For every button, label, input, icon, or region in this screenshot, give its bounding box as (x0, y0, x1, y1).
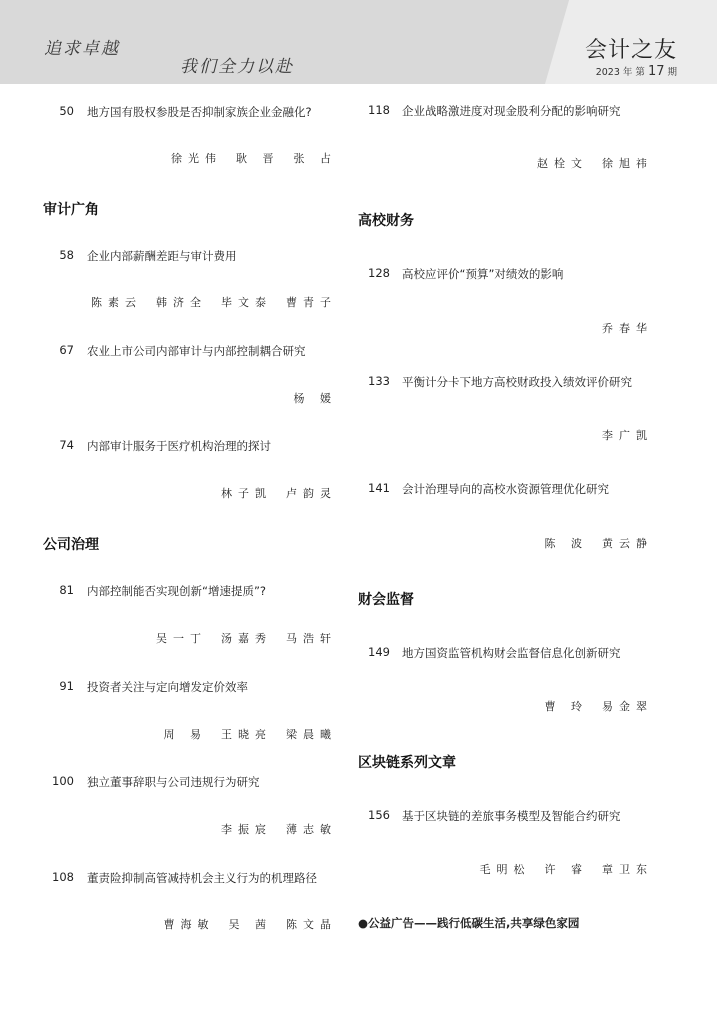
toc-article-title[interactable]: 基于区块链的差旅事务模型及智能合约研究 (402, 809, 621, 823)
toc-authors: 曹海敏 吴 茜 陈文晶 (163, 918, 337, 931)
toc-authors: 李振宸 薄志敏 (221, 823, 337, 836)
toc-page-number: 91 (59, 679, 74, 693)
toc-page-number: 141 (368, 481, 390, 495)
toc-page-number: 100 (52, 774, 74, 788)
toc-authors: 徐光伟 耿 晋 张 占 (171, 152, 337, 165)
toc-article-title[interactable]: 地方国有股权参股是否抑制家族企业金融化? (87, 105, 312, 119)
toc-page-number: 81 (59, 583, 74, 597)
toc-page-number: 128 (368, 266, 390, 280)
toc-authors: 曹 玲 易金翠 (544, 700, 653, 713)
toc-authors: 林子凯 卢韵灵 (221, 487, 337, 500)
toc-article-title[interactable]: 董责险抑制高管减持机会主义行为的机理路径 (87, 871, 317, 885)
toc-authors: 吴一丁 汤嘉秀 马浩轩 (156, 632, 337, 645)
toc-page-number: 149 (368, 645, 390, 659)
toc-page-number: 50 (59, 104, 74, 118)
toc-article-title[interactable]: 高校应评价“预算”对绩效的影响 (402, 267, 564, 281)
section-heading: 审计广角 (43, 202, 99, 218)
toc-page-number: 133 (368, 374, 390, 388)
toc-page-number: 74 (59, 438, 74, 452)
toc-article-title[interactable]: 地方国资监管机构财会监督信息化创新研究 (402, 646, 621, 660)
toc-page-number: 156 (368, 808, 390, 822)
toc-page-number: 58 (59, 248, 74, 262)
toc-article-title[interactable]: 平衡计分卡下地方高校财政投入绩效评价研究 (402, 375, 632, 389)
toc-authors: 陈 波 黄云静 (544, 537, 653, 550)
slogan-line-1: 追求卓越 (44, 39, 120, 59)
section-heading: 高校财务 (358, 213, 414, 229)
toc-article-title[interactable]: 独立董事辞职与公司违规行为研究 (87, 775, 260, 789)
slogan-line-2: 我们全力以赴 (180, 57, 294, 77)
toc-authors: 乔春华 (602, 322, 653, 335)
toc-article-title[interactable]: 企业内部薪酬差距与审计费用 (87, 249, 237, 263)
issue-label: 2023 年 第 17 期 (595, 64, 677, 79)
toc-authors: 杨 媛 (293, 392, 337, 405)
toc-article-title[interactable]: 投资者关注与定向增发定价效率 (87, 680, 248, 694)
toc-article-title[interactable]: 会计治理导向的高校水资源管理优化研究 (402, 482, 609, 496)
toc-authors: 李广凯 (602, 429, 653, 442)
toc-page-number: 118 (368, 103, 390, 117)
toc-page-number: 67 (59, 343, 74, 357)
journal-title: 会计之友 (584, 38, 677, 63)
toc-authors: 赵栓文 徐旭祎 (537, 157, 653, 170)
toc-authors: 毛明松 许 睿 章卫东 (479, 863, 653, 876)
public-service-ad: ●公益广告——践行低碳生活,共享绿色家园 (358, 916, 580, 930)
toc-page-number: 108 (52, 870, 74, 884)
section-heading: 财会监督 (358, 592, 414, 608)
toc-authors: 周 易 王晓亮 梁晨曦 (163, 728, 337, 741)
toc-article-title[interactable]: 农业上市公司内部审计与内部控制耦合研究 (87, 344, 306, 358)
toc-article-title[interactable]: 内部控制能否实现创新“增速提质”? (87, 584, 267, 598)
toc-article-title[interactable]: 企业战略激进度对现金股利分配的影响研究 (402, 104, 621, 118)
toc-authors: 陈素云 韩济全 毕文泰 曹青子 (91, 296, 337, 309)
toc-article-title[interactable]: 内部审计服务于医疗机构治理的探讨 (87, 439, 271, 453)
section-heading: 公司治理 (43, 537, 99, 553)
section-heading: 区块链系列文章 (358, 755, 456, 771)
